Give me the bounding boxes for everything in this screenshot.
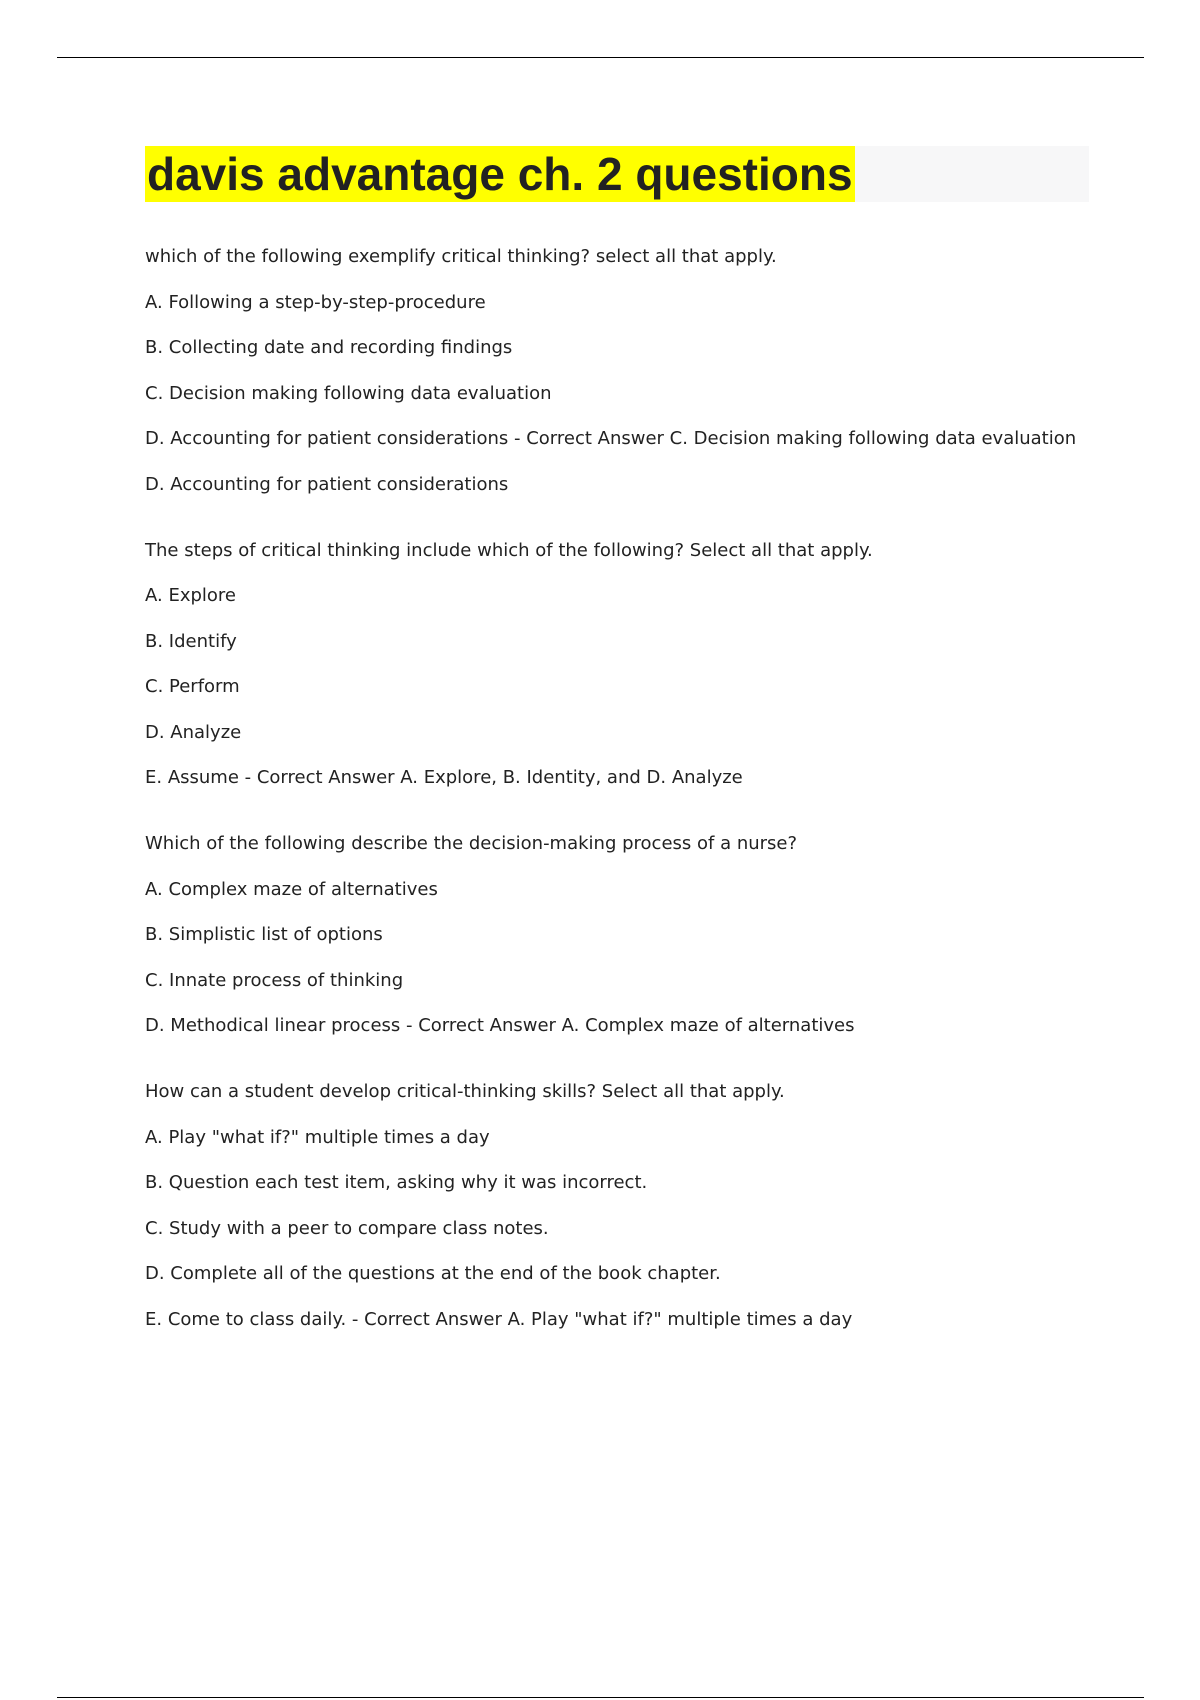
question-prompt: The steps of critical thinking include which of the following? Select all that apply. — [145, 539, 873, 561]
answer-option: C. Study with a peer to compare class notes. — [145, 1217, 549, 1239]
answer-option-with-correct-answer: D. Accounting for patient considerations - Correct Answer C. Decision making following data evaluation — [145, 428, 1077, 449]
answer-option: A. Following a step-by-step-procedure — [145, 291, 486, 313]
answer-option: C. Perform — [145, 676, 240, 697]
answer-option: A. Explore — [145, 585, 236, 606]
answer-option: B. Identify — [145, 630, 237, 652]
question-block-2 — [145, 540, 1145, 790]
answer-option: B. Simplistic list of options — [145, 924, 383, 945]
top-rule — [57, 57, 1144, 58]
answer-option: A. Play "what if?" multiple times a day — [145, 1126, 490, 1148]
answer-option: C. Innate process of thinking — [145, 969, 404, 991]
question-prompt: How can a student develop critical-thinking skills? Select all that apply. — [145, 1081, 785, 1102]
bottom-rule — [57, 1697, 1144, 1698]
answer-option: D. Accounting for patient considerations — [145, 473, 509, 495]
question-block-3 — [145, 833, 1145, 1037]
answer-option: B. Question each test item, asking why it was incorrect. — [145, 1172, 648, 1193]
answer-option-with-correct-answer: D. Methodical linear process - Correct Answer A. Complex maze of alternatives — [145, 1015, 855, 1036]
question-list — [145, 246, 1145, 1375]
question-prompt: Which of the following describe the decision-making process of a nurse? — [145, 833, 798, 854]
answer-option-with-correct-answer: E. Come to class daily. - Correct Answer A. Play "what if?" multiple times a day — [145, 1308, 853, 1330]
question-block-4 — [145, 1081, 1145, 1331]
answer-option: C. Decision making following data evaluation — [145, 382, 552, 404]
question-block-1 — [145, 246, 1145, 496]
answer-option-with-correct-answer: E. Assume - Correct Answer A. Explore, B. Identity, and D. Analyze — [145, 767, 743, 788]
answer-option: B. Collecting date and recording findings — [145, 337, 513, 358]
answer-option: D. Analyze — [145, 721, 242, 743]
question-prompt: which of the following exemplify critical thinking? select all that apply. — [145, 246, 777, 267]
document-title: davis advantage ch. 2 questions — [147, 148, 853, 200]
answer-option: D. Complete all of the questions at the end of the book chapter. — [145, 1263, 721, 1284]
answer-option: A. Complex maze of alternatives — [145, 878, 438, 900]
